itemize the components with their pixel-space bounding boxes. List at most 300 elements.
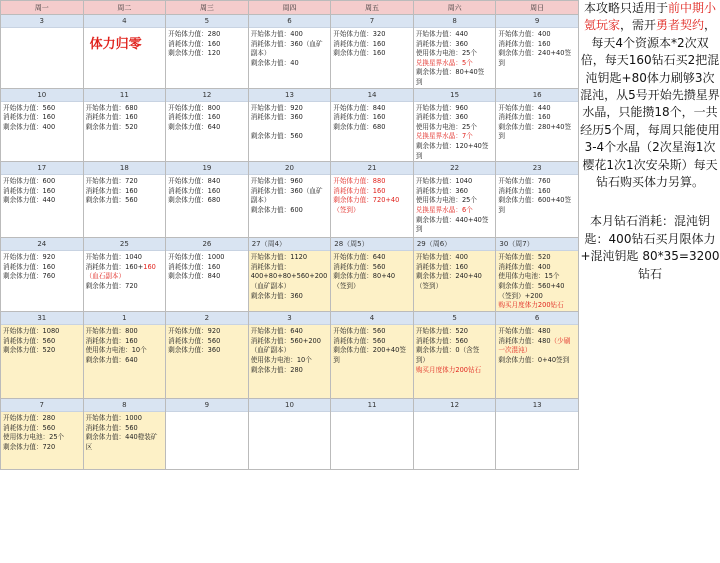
stamina-line-text: 消耗体力值：560 [85,423,138,432]
stamina-line-text: 剩余体力值：400 [3,122,56,131]
stamina-entries [496,28,578,68]
stamina-line-text: 剩余体力值：720 [3,442,56,451]
stamina-line [3,113,81,123]
stamina-line-text: 消耗体力值：160 [168,186,221,195]
stamina-line [333,40,411,50]
stamina-line-text: 兑换星界水晶：6个 [415,205,473,214]
stamina-line-text: 剩余体力值：520 [85,122,138,131]
day-cell [248,312,331,399]
stamina-line-text: 消耗体力值：160 [85,113,138,122]
stamina-line [498,272,576,282]
stamina-line-text: 购买月度体力200钻石 [415,365,482,374]
day-cell [1,399,84,470]
weekday-header-row [1,1,579,15]
stamina-line-text: 消耗体力值：400 [498,262,551,271]
stamina-line-text: 剩余体力值：440 [3,196,56,205]
stamina-entries [1,102,83,133]
stamina-line [416,206,494,216]
stamina-line-text: 剩余体力值：0+40签到 [498,355,570,364]
stamina-line [86,356,164,366]
stamina-line-text: 到 [415,151,423,160]
stamina-line-text: 使用体力电池：15个 [498,272,560,281]
stamina-entries [1,251,83,282]
day-number: 13 [249,89,331,102]
stamina-line-text: 剩余体力值：240+40签 [498,49,572,58]
stamina-line [498,292,576,302]
stamina-line [416,142,494,152]
stamina-line [333,337,411,347]
stamina-line-text: 开始体力值：600 [3,177,56,186]
stamina-line-text: 消耗体力值：160 [333,113,386,122]
stamina-line [498,263,576,273]
stamina-line [498,253,576,263]
stamina-line [3,327,81,337]
day-number: 27（周4） [249,238,331,251]
stamina-line [168,196,246,206]
calendar-week-row [1,88,579,162]
day-number: 13 [496,399,578,412]
stamina-line-text: 使用体力电池：25个 [3,433,65,442]
stamina-line-text: 消耗体力值：560 [168,336,221,345]
stamina-line [498,123,576,133]
stamina-line-text: 剩余体力值：720+40 [333,196,400,205]
day-cell [496,399,579,470]
stamina-line-text: 剩余体力值：600+40签 [498,196,572,205]
stamina-line-text: 消耗体力值：560 [333,336,386,345]
stamina-line [168,40,246,50]
stamina-line-text: 购买月度体力200钻石 [498,301,564,310]
stamina-line [251,40,329,50]
stamina-line-text: 剩余体力值：840 [168,272,221,281]
stamina-line-text: 开始体力值：440 [415,30,468,38]
weekday-header: 周日 [496,1,579,15]
day-number: 15 [414,89,496,102]
stamina-entries [249,251,331,301]
stamina-line-text: 到 [498,58,505,67]
day-cell [1,238,84,312]
stamina-entries [1,325,83,356]
day-cell [166,88,249,162]
day-cell [496,88,579,162]
stamina-entries [414,325,496,375]
stamina-line-text: 开始体力值：840 [168,177,221,186]
day-cell [166,238,249,312]
stamina-line-text: 剩余体力值：560 [85,196,138,205]
stamina-line-text: 使用体力电池：10个 [85,346,147,355]
stamina-line [498,59,576,69]
stamina-line [416,216,494,226]
stamina-line [498,356,576,366]
stamina-line-text: 开始体力值：560 [333,327,386,336]
stamina-line [416,59,494,69]
stamina-line-text: 开始体力值：560 [3,103,56,112]
day-cell [413,399,496,470]
stamina-entries [1,412,83,452]
stamina-line-text: 剩余体力值：560 [250,132,303,141]
stamina-line-text: 开始体力值：400 [415,253,468,262]
stamina-entries [84,175,166,206]
stamina-line-text: （签到） [333,281,360,290]
stamina-line [416,346,494,356]
stamina-line-text: 开始体力值：840 [333,103,386,112]
stamina-line-text: 剩余体力值：680 [168,196,221,205]
stamina-line-text: 消耗体力值：160 [85,336,138,345]
stamina-line-text: 开始体力值：520 [415,327,468,336]
stamina-line-text: 消耗体力值：160 [168,262,221,271]
day-cell [83,15,166,89]
strategy-description [580,0,720,191]
stamina-line-text: 消耗体力值：560 [3,423,56,432]
stamina-line-text: 消耗体力值：360（血矿 [250,186,323,195]
day-cell [331,88,414,162]
stamina-line [333,30,411,40]
stamina-line [251,253,329,263]
stamina-line-text: 消耗体力值：360（血矿 [250,39,323,48]
day-number: 28（周5） [331,238,413,251]
day-cell [413,238,496,312]
stamina-line [333,253,411,263]
day-cell [248,88,331,162]
stamina-line [251,196,329,206]
weekday-header: 周五 [331,1,414,15]
stamina-line-text: 开始体力值：280 [168,30,221,38]
notes-highlight-contract: 勇者契约 [656,18,705,33]
stamina-line [333,196,411,206]
stamina-line-text: 开始体力值：520 [498,253,551,262]
day-number: 10 [1,89,83,102]
stamina-line [333,123,411,133]
stamina-entries [166,325,248,356]
stamina-line-text: 剩余体力值：200+40签 [333,346,406,355]
stamina-line-text: 消耗体力值：560 [415,336,468,345]
day-cell [83,399,166,470]
stamina-line [168,104,246,114]
stamina-entries [331,325,413,365]
strategy-notes [580,0,720,283]
stamina-line [251,282,329,292]
stamina-line-text: （签到）+200 [498,291,543,300]
stamina-line-text: 剩余体力值：680 [333,122,386,131]
day-cell [331,162,414,238]
day-number: 3 [249,312,331,325]
stamina-line-text: 剩余体力值：440+40签 [415,215,489,224]
day-number: 2 [166,312,248,325]
stamina-line [498,177,576,187]
stamina-line-text: 使用体力电池：10个 [250,355,312,364]
stamina-line [86,327,164,337]
stamina-line-text: 剩余体力值：280+40签 [498,122,572,131]
stamina-entries [84,412,166,452]
stamina-line [168,30,246,40]
stamina-line-text: 开始体力值：1120 [250,253,308,262]
day-number: 26 [166,238,248,251]
stamina-line-text: 开始体力值：1040 [415,177,473,186]
stamina-line [416,196,494,206]
stamina-line-text: 开始体力值：1040 [85,253,142,262]
stamina-line [168,187,246,197]
stamina-line [498,104,576,114]
stamina-line-text: 开始体力值：800 [168,103,221,112]
stamina-line-text: 开始体力值：800 [85,327,138,336]
stamina-entries [496,325,578,365]
stamina-line-text: 消耗体力值：160 [3,186,56,195]
stamina-line [416,225,494,235]
stamina-line-text: 开始体力值：1000 [168,253,225,262]
calendar-week-row [1,399,579,470]
day-cell [83,312,166,399]
stamina-line-text: 使用体力电池：25个 [415,122,477,131]
stamina-line-text: 开始体力值：920 [168,327,221,336]
stamina-line-text: 消耗体力值：160 [498,186,551,195]
stamina-line [333,49,411,59]
stamina-line-text: 消耗体力值：160 [168,113,221,122]
stamina-entries [84,325,166,365]
notes-text: ，需开 [619,18,656,33]
stamina-line-text: 区 [85,442,93,451]
stamina-line-text: 到 [333,355,340,364]
stamina-line [498,132,576,142]
stamina-line [416,68,494,78]
day-number: 8 [414,15,496,28]
stamina-line [251,30,329,40]
stamina-line [498,113,576,123]
stamina-line-text: 开始体力值：1000 [85,414,142,423]
day-number: 6 [249,15,331,28]
stamina-line [251,272,329,282]
stamina-line-text: 开始体力值：920 [250,103,303,112]
day-number: 17 [1,162,83,175]
stamina-line-text: 剩余体力值：640 [85,355,138,364]
day-number: 3 [1,15,83,28]
stamina-line [498,206,576,216]
stamina-line [86,424,164,434]
stamina-entries [496,102,578,142]
stamina-line [3,272,81,282]
day-cell [248,238,331,312]
stamina-line-text: 消耗体力值：160 [3,262,56,271]
stamina-line [86,263,164,273]
stamina-line-text: 开始体力值：280 [3,414,56,423]
stamina-line-text: 消耗体力值：160 [498,39,551,48]
stamina-line [168,253,246,263]
stamina-line [168,123,246,133]
stamina-line [3,123,81,133]
stamina-line [251,346,329,356]
stamina-line [168,49,246,59]
stamina-line-text: 剩余体力值：80+40 [333,272,396,281]
weekday-header: 周一 [1,1,84,15]
stamina-line-text: 开始体力值：880 [333,177,386,186]
weekday-header: 周四 [248,1,331,15]
day-cell [248,399,331,470]
stamina-entries [414,251,496,291]
stamina-line [86,272,164,282]
day-cell [331,238,414,312]
stamina-line-text: 开始体力值：640 [250,327,303,336]
day-number: 7 [1,399,83,412]
stamina-line [86,177,164,187]
stamina-line-text: 400+80+80+560+200 [250,272,328,281]
stamina-line [251,366,329,376]
stamina-line-text: 开始体力值：640 [333,253,386,262]
day-cell [496,15,579,89]
stamina-line [498,187,576,197]
stamina-line-text: 消耗体力值：160 [168,39,221,48]
stamina-line-text: 开始体力值：400 [498,30,551,38]
day-cell [331,312,414,399]
day-cell [413,162,496,238]
day-number: 12 [414,399,496,412]
stamina-line [416,78,494,88]
stamina-line-text: 剩余体力值：640 [168,122,221,131]
stamina-line [168,113,246,123]
stamina-line-text: 开始体力值：1080 [3,327,60,336]
stamina-line-text: 剩余体力值：240+40 [415,272,482,281]
day-number: 23 [496,162,578,175]
day-number: 14 [331,89,413,102]
day-number: 29（周6） [414,238,496,251]
stamina-line [416,366,494,376]
day-cell [83,238,166,312]
stamina-line [498,30,576,40]
stamina-line-highlight: （少刷一次混沌） [498,336,571,355]
stamina-line [416,113,494,123]
stamina-line [416,40,494,50]
stamina-line [3,196,81,206]
day-cell [496,238,579,312]
stamina-line-text: 开始体力值：320 [333,30,386,38]
stamina-line-text: 消耗体力值：480 [498,336,551,345]
stamina-entries [249,28,331,68]
stamina-line-text: 剩余体力值：760 [3,272,56,281]
stamina-line-text: 消耗体力值：160 [415,262,468,271]
stamina-entries [414,28,496,88]
stamina-line [251,123,329,133]
stamina-line-text: 剩余体力值：720 [85,281,138,290]
stamina-line [498,337,576,356]
stamina-line [86,113,164,123]
stamina-line [251,337,329,347]
stamina-line [416,253,494,263]
stamina-line-text: 消耗体力值：360 [415,113,468,122]
stamina-line-text: 消耗体力值： [250,262,291,271]
day-number: 24 [1,238,83,251]
day-cell [331,15,414,89]
day-number: 11 [84,89,166,102]
stamina-line [333,187,411,197]
day-cell [1,312,84,399]
day-cell [1,162,84,238]
stamina-line [416,104,494,114]
stamina-line-text: 开始体力值：680 [85,103,138,112]
stamina-line [416,187,494,197]
day-cell [413,312,496,399]
day-cell [496,162,579,238]
stamina-line [86,433,164,443]
stamina-line-text: 开始体力值：440 [498,103,551,112]
day-cell [166,399,249,470]
stamina-line-text: （血矿副本） [250,281,291,290]
stamina-line-text: 副本） [250,196,271,205]
stamina-reset-note: 体力归零 [89,37,142,52]
stamina-line [168,327,246,337]
stamina-line [416,123,494,133]
day-cell [248,15,331,89]
stamina-line [333,177,411,187]
stamina-line-text: 消耗体力值：160 [85,186,138,195]
stamina-line-text: （签到） [415,281,443,290]
stamina-line [3,177,81,187]
stamina-line [498,282,576,292]
weekday-header: 周六 [413,1,496,15]
day-number: 9 [496,15,578,28]
stamina-line-text: 使用体力电池：25个 [415,49,477,58]
calendar-week-row [1,238,579,312]
stamina-line-text: 消耗体力值：160 [498,113,551,122]
stamina-line-text: 消耗体力值：360 [250,113,303,122]
day-cell [166,162,249,238]
stamina-line-text: （血石副本） [85,272,126,281]
stamina-line [3,433,81,443]
stamina-line [333,327,411,337]
day-number: 8 [84,399,166,412]
day-number: 18 [84,162,166,175]
stamina-line-text: 到 [415,77,423,86]
stamina-line [251,263,329,273]
stamina-entries [331,251,413,291]
stamina-line [3,253,81,263]
day-cell [1,88,84,162]
stamina-line [416,132,494,142]
calendar-week-row [1,15,579,89]
stamina-line-text: 消耗体力值：560+200 [250,336,321,345]
stamina-line-text: 消耗体力值：360 [415,39,468,48]
stamina-line [251,187,329,197]
stamina-entries [1,175,83,206]
day-cell [166,15,249,89]
stamina-line [416,356,494,366]
stamina-line [86,414,164,424]
stamina-line [251,356,329,366]
stamina-line-text: 剩余体力值：160 [333,49,386,58]
day-number: 7 [331,15,413,28]
day-number: 21 [331,162,413,175]
stamina-entries [496,251,578,311]
stamina-line [251,132,329,142]
stamina-line-text: 开始体力值：960 [250,177,303,186]
stamina-line [416,152,494,162]
stamina-line [333,113,411,123]
day-number: 22 [414,162,496,175]
day-number: 16 [496,89,578,102]
stamina-entries [249,175,331,215]
stamina-line [168,272,246,282]
stamina-entries [249,102,331,142]
stamina-line-text: 开始体力值：400 [250,30,303,38]
stamina-line [416,49,494,59]
day-number: 5 [414,312,496,325]
stamina-line [86,187,164,197]
stamina-line-text: 兑换星界水晶：5个 [415,58,473,67]
stamina-entries [166,28,248,59]
stamina-line [498,49,576,59]
stamina-line [251,49,329,59]
day-number: 11 [331,399,413,412]
stamina-line [251,206,329,216]
stamina-line [251,59,329,69]
stamina-line [86,282,164,292]
stamina-line [3,104,81,114]
